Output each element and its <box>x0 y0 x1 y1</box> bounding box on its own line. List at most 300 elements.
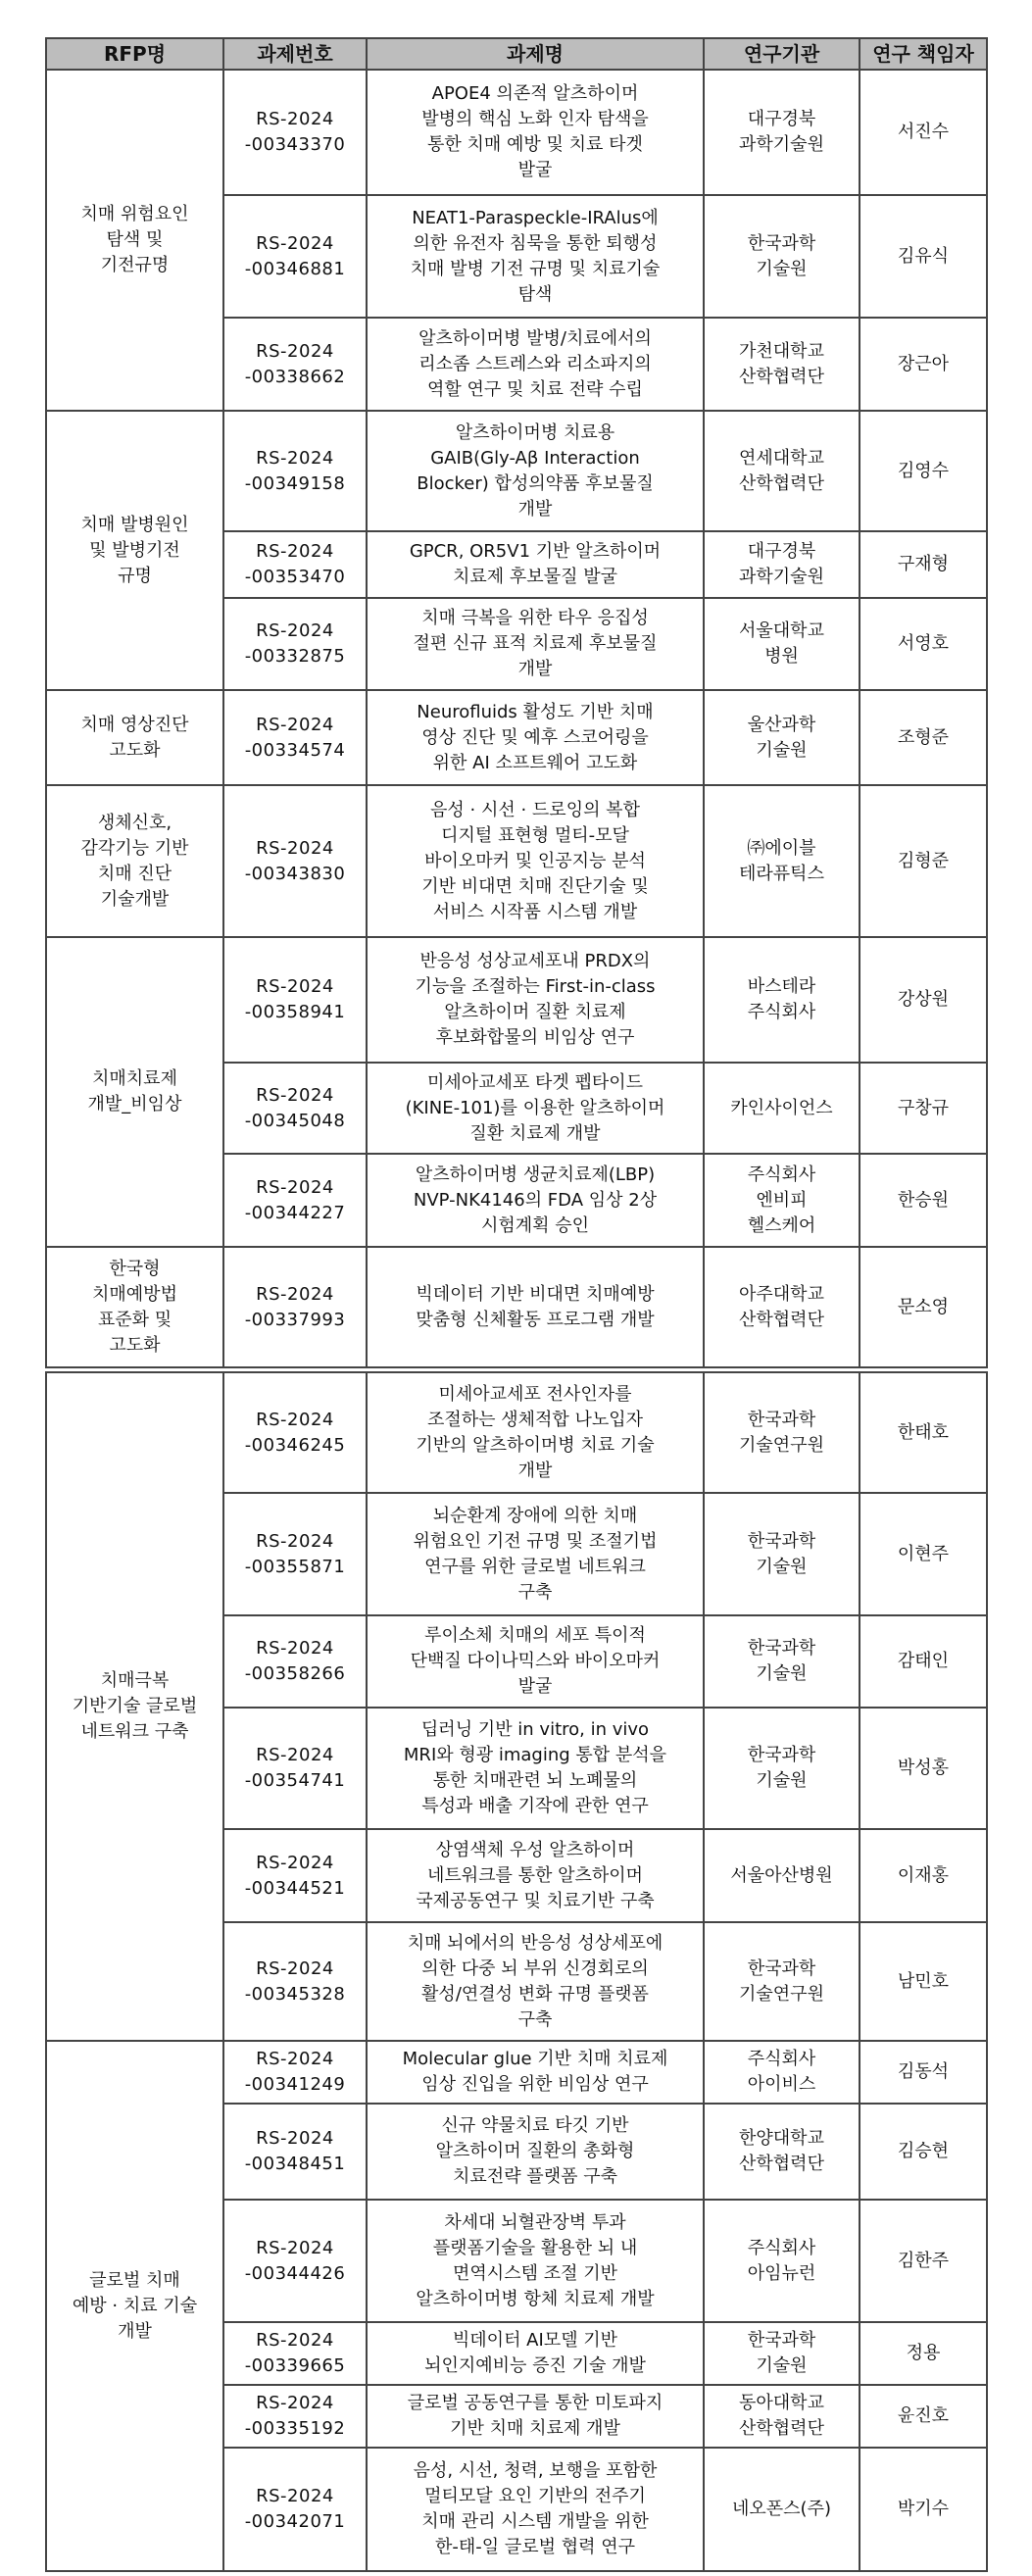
project-title-line: 루이소체 치매의 세포 특이적 <box>424 1625 646 1646</box>
project-number-line: RS-2024 <box>256 2486 334 2506</box>
header-institution: 연구기관 <box>704 38 860 70</box>
institution <box>704 2385 860 2448</box>
project-title <box>367 195 704 318</box>
project-title <box>367 1247 704 1367</box>
project-title-line: 위험요인 기전 규명 및 조절기법 <box>413 1530 658 1552</box>
project-title-line: Molecular glue 기반 치매 치료제 <box>402 2049 668 2069</box>
principal-investigator: 김한주 <box>860 2200 987 2322</box>
institution-line: 주식회사 <box>747 2237 816 2258</box>
project-number <box>223 1247 367 1367</box>
principal-investigator: 구창규 <box>860 1063 987 1154</box>
project-title-line: APOE4 의존적 알츠하이머 <box>431 83 639 104</box>
institution <box>704 2041 860 2104</box>
institution-line: 산학협력단 <box>739 2418 824 2439</box>
project-title-line: 뇌순환계 장애에 의한 치매 <box>432 1505 638 1526</box>
rfp-name-line: 감각기능 기반 <box>80 837 189 859</box>
project-number <box>223 2385 367 2448</box>
project-number-line: RS-2024 <box>256 1409 334 1430</box>
project-title-line: 의한 유전자 침묵을 통한 퇴행성 <box>413 232 658 254</box>
institution-line: 산학협력단 <box>739 472 824 494</box>
rfp-name-line: 탐색 및 <box>106 229 164 250</box>
project-title-line: 활성/연결성 변화 규명 플랫폼 <box>421 1983 649 2005</box>
project-number-line: RS-2024 <box>256 2128 334 2149</box>
rfp-name-line: 치매 진단 <box>97 863 172 884</box>
rfp-name-line: 생체신호, <box>97 812 172 833</box>
project-title-line: 연구를 위한 글로벌 네트워크 <box>424 1556 646 1577</box>
institution <box>704 1063 860 1154</box>
project-number-line: -00344227 <box>244 1202 346 1223</box>
institution-line: 기술원 <box>756 739 808 761</box>
project-number <box>223 2041 367 2104</box>
project-title-line: 시험계획 승인 <box>480 1214 590 1236</box>
table-row <box>46 70 987 195</box>
project-number <box>223 531 367 598</box>
institution <box>704 1922 860 2041</box>
project-title <box>367 411 704 531</box>
project-title <box>367 785 704 937</box>
institution-line: 아이비스 <box>747 2074 816 2095</box>
institution-line: 엔비피 <box>756 1189 808 1211</box>
project-title-line: 신규 약물치료 타깃 기반 <box>441 2115 629 2136</box>
rfp-name <box>46 411 223 690</box>
project-number <box>223 318 367 411</box>
institution-line: 대구경북 <box>747 109 816 129</box>
project-number-line: -00334574 <box>244 739 346 761</box>
project-number <box>223 2322 367 2385</box>
principal-investigator: 박성홍 <box>860 1708 987 1829</box>
project-number-line: -00354741 <box>244 1770 346 1791</box>
project-number-line: RS-2024 <box>256 1283 334 1305</box>
project-number-line: -00349158 <box>244 472 346 494</box>
project-number <box>223 2200 367 2322</box>
rfp-name <box>46 690 223 785</box>
rfp-name-line: 개발 <box>118 2320 152 2342</box>
principal-investigator: 조형준 <box>860 690 987 785</box>
principal-investigator: 이현주 <box>860 1493 987 1615</box>
project-number <box>223 2448 367 2571</box>
project-number <box>223 2104 367 2200</box>
project-number-line: RS-2024 <box>256 232 334 254</box>
project-title <box>367 2200 704 2322</box>
institution-line: 카인사이언스 <box>730 1097 833 1118</box>
project-title-line: 음성, 시선, 청력, 보행을 포함한 <box>413 2460 658 2481</box>
institution <box>704 1615 860 1708</box>
principal-investigator: 남민호 <box>860 1922 987 2041</box>
project-number <box>223 598 367 690</box>
project-number-line: RS-2024 <box>256 2237 334 2258</box>
rfp-name <box>46 1372 223 2041</box>
institution <box>704 1154 860 1247</box>
project-number-line: RS-2024 <box>256 340 334 362</box>
principal-investigator: 이재홍 <box>860 1829 987 1922</box>
project-title-line: 네트워크를 통한 알츠하이머 <box>426 1864 644 1886</box>
project-number-line: RS-2024 <box>256 1852 334 1873</box>
project-title-line: 기반 치매 치료제 개발 <box>450 2418 620 2439</box>
rfp-name <box>46 937 223 1247</box>
project-number-line: -00344521 <box>244 1877 346 1899</box>
project-title-line: 탐색 <box>517 283 553 305</box>
institution-line: 테라퓨틱스 <box>739 863 824 884</box>
project-title-line: (KINE-101)를 이용한 알츠하이머 <box>405 1097 665 1118</box>
rfp-name <box>46 70 223 411</box>
rfp-name-line: 표준화 및 <box>97 1309 172 1330</box>
rfp-name-line: 글로벌 치매 <box>89 2269 180 2291</box>
institution-line: 산학협력단 <box>739 366 824 387</box>
project-title-line: 개발 <box>517 1460 553 1481</box>
institution-line: 연세대학교 <box>739 447 824 469</box>
project-title-line: 역할 연구 및 치료 전략 수립 <box>427 378 643 400</box>
institution-line: 과학기술원 <box>739 567 824 587</box>
project-number <box>223 1493 367 1615</box>
project-title <box>367 1154 704 1247</box>
project-title <box>367 1829 704 1922</box>
institution <box>704 1493 860 1615</box>
project-title-line: 임상 진입을 위한 비임상 연구 <box>421 2074 649 2095</box>
institution <box>704 411 860 531</box>
institution-line: 울산과학 <box>747 714 816 735</box>
project-number-line: -00348451 <box>244 2154 346 2174</box>
project-title-line: 알츠하이머 질환 치료제 <box>444 1002 626 1022</box>
principal-investigator: 김승현 <box>860 2104 987 2200</box>
project-title-line: 기능을 조절하는 First-in-class <box>415 976 656 997</box>
project-number-line: RS-2024 <box>256 837 334 859</box>
project-title-line: 국제공동연구 및 치료기반 구축 <box>416 1890 655 1911</box>
institution <box>704 70 860 195</box>
project-title-line: 발병의 핵심 노화 인자 탐색을 <box>421 109 649 129</box>
principal-investigator: 문소영 <box>860 1247 987 1367</box>
project-number-line: -00345048 <box>244 1110 346 1131</box>
project-title-line: 후보화합물의 비임상 연구 <box>435 1027 635 1048</box>
table-row <box>46 1372 987 1493</box>
institution-line: 한국과학 <box>747 1409 816 1430</box>
project-title-line: 바이오마커 및 인공지능 분석 <box>424 850 646 871</box>
project-number-line: -00335192 <box>244 2418 346 2439</box>
institution-line: 대구경북 <box>747 541 816 562</box>
institution-line: 기술원 <box>756 1556 808 1577</box>
institution <box>704 1372 860 1493</box>
institution-line: 서울대학교 <box>739 620 824 641</box>
institution-line: 주식회사 <box>747 2049 816 2069</box>
institution-line: 한국과학 <box>747 1638 816 1659</box>
header-principal-investigator: 연구 책임자 <box>860 38 987 70</box>
project-title-line: 통한 치매 예방 및 치료 타겟 <box>427 134 643 155</box>
project-title-line: Neurofluids 활성도 기반 치매 <box>417 701 654 722</box>
project-title-line: 딥러닝 기반 in vitro, in vivo <box>420 1719 650 1740</box>
project-number <box>223 70 367 195</box>
project-title-line: 치료제 후보물질 발굴 <box>453 567 617 587</box>
project-number <box>223 1372 367 1493</box>
table-row <box>46 1247 987 1367</box>
rfp-name-line: 기전규명 <box>100 255 170 275</box>
rfp-name <box>46 785 223 937</box>
project-title-line: 알츠하이머 질환의 총화형 <box>435 2141 635 2161</box>
project-title-line: GPCR, OR5V1 기반 알츠하이머 <box>409 541 662 562</box>
project-title-line: 멀티모달 요인 기반의 전주기 <box>424 2486 646 2506</box>
project-number <box>223 1154 367 1247</box>
institution-line: 과학기술원 <box>739 134 824 155</box>
project-number-line: -00342071 <box>244 2511 346 2532</box>
principal-investigator: 서영호 <box>860 598 987 690</box>
principal-investigator: 강상원 <box>860 937 987 1063</box>
project-title-line: 위한 AI 소프트웨어 고도화 <box>432 752 638 773</box>
project-title-line: 알츠하이머병 발병/치료에서의 <box>418 327 652 349</box>
table-row <box>46 2041 987 2104</box>
rfp-name-line: 치매 발병원인 <box>80 514 189 535</box>
institution-line: 산학협력단 <box>739 1309 824 1330</box>
project-title-line: MRI와 형광 imaging 통합 분석을 <box>403 1745 667 1765</box>
project-title-line: 뇌인지예비능 증진 기술 개발 <box>424 2355 646 2376</box>
project-title-line: 반응성 성상교세포내 PRDX의 <box>419 951 651 971</box>
institution-line: 주식회사 <box>747 1002 816 1022</box>
institution-line: 주식회사 <box>747 1164 816 1185</box>
institution-line: 한국과학 <box>747 1530 816 1552</box>
project-title-line: 미세아교세포 전사인자를 <box>438 1383 632 1405</box>
project-number <box>223 785 367 937</box>
project-number-line: -00353470 <box>244 567 346 587</box>
project-title-line: 통한 치매관련 뇌 노폐물의 <box>432 1770 638 1791</box>
project-title <box>367 1493 704 1615</box>
institution <box>704 937 860 1063</box>
institution-line: 가천대학교 <box>739 340 824 362</box>
project-title-line: 조절하는 생체적합 나노입자 <box>426 1409 644 1430</box>
institution-line: 동아대학교 <box>739 2393 824 2413</box>
project-table-2 <box>45 1371 988 2572</box>
rfp-name-line: 치매치료제 <box>92 1068 177 1089</box>
project-title <box>367 690 704 785</box>
institution-line: ㈜에이블 <box>747 837 816 859</box>
header-rfp: RFP명 <box>46 38 223 70</box>
institution-line: 기술연구원 <box>739 1434 824 1456</box>
principal-investigator: 장근아 <box>860 318 987 411</box>
rfp-name-line: 개발_비임상 <box>87 1094 182 1115</box>
project-title-line: 미세아교세포 타겟 펩타이드 <box>426 1071 644 1093</box>
principal-investigator: 정용 <box>860 2322 987 2385</box>
project-number-line: -00358266 <box>244 1663 346 1684</box>
institution-line: 기술원 <box>756 2355 808 2376</box>
project-number-line: -00344426 <box>244 2262 346 2284</box>
institution-line: 네오폰스(주) <box>732 2499 831 2519</box>
project-number-line: -00337993 <box>244 1309 346 1330</box>
rfp-name-line: 기술개발 <box>100 888 170 910</box>
project-title-line: 한-태-일 글로벌 협력 연구 <box>434 2537 636 2557</box>
principal-investigator: 서진수 <box>860 70 987 195</box>
rfp-name-line: 기반기술 글로벌 <box>72 1696 198 1716</box>
institution-line: 기술원 <box>756 258 808 279</box>
project-title <box>367 2385 704 2448</box>
project-number-line: -00343370 <box>244 134 346 155</box>
project-title-line: 알츠하이머병 항체 치료제 개발 <box>416 2288 655 2309</box>
project-title <box>367 2041 704 2104</box>
institution-line: 한국과학 <box>747 1957 816 1979</box>
project-number-line: RS-2024 <box>256 1530 334 1552</box>
principal-investigator: 박기수 <box>860 2448 987 2571</box>
rfp-name-line: 한국형 <box>109 1258 161 1279</box>
project-number-line: -00338662 <box>244 366 346 387</box>
project-title-line: 개발 <box>517 659 553 679</box>
project-number-line: -00355871 <box>244 1556 346 1577</box>
project-number <box>223 411 367 531</box>
institution <box>704 690 860 785</box>
rfp-name <box>46 2041 223 2571</box>
project-title-line: NEAT1-Paraspeckle-IRAlus에 <box>412 207 659 228</box>
project-title <box>367 1615 704 1708</box>
institution-line: 아주대학교 <box>739 1283 824 1305</box>
project-title-line: 치매 관리 시스템 개발을 위한 <box>421 2511 649 2532</box>
project-number-line: RS-2024 <box>256 2393 334 2413</box>
project-title-line: 구축 <box>517 1581 553 1603</box>
project-number <box>223 690 367 785</box>
project-title-line: 음성 · 시선 · 드로잉의 복합 <box>430 799 640 820</box>
project-title <box>367 531 704 598</box>
table-row <box>46 937 987 1063</box>
project-title-line: 기반 비대면 치매 진단기술 및 <box>421 875 649 897</box>
rfp-name-line: 치매극복 <box>100 1670 170 1691</box>
project-title <box>367 937 704 1063</box>
institution-line: 한양대학교 <box>739 2128 824 2149</box>
project-number-line: RS-2024 <box>256 2330 334 2351</box>
project-title-line: 알츠하이머병 치료용 <box>455 421 615 443</box>
project-number-line: RS-2024 <box>256 1957 334 1979</box>
project-title-line: 발굴 <box>517 160 553 180</box>
project-title-line: 치매 발병 기전 규명 및 치료기술 <box>410 258 661 279</box>
project-number <box>223 1922 367 2041</box>
project-number <box>223 1615 367 1708</box>
project-number-line: -00346245 <box>244 1434 346 1456</box>
principal-investigator: 한승원 <box>860 1154 987 1247</box>
project-title-line: 개발 <box>517 498 553 520</box>
rfp-name-line: 치매예방법 <box>92 1283 177 1305</box>
principal-investigator: 구재형 <box>860 531 987 598</box>
rfp-name-line: 규명 <box>118 565 152 586</box>
project-number-line: RS-2024 <box>256 447 334 469</box>
institution <box>704 195 860 318</box>
project-title-line: 알츠하이머병 생균치료제(LBP) <box>415 1164 656 1185</box>
rfp-name-line: 고도화 <box>109 1334 161 1356</box>
institution-line: 서울아산병원 <box>730 1864 833 1886</box>
rfp-name-line: 예방 · 치료 기술 <box>72 2295 198 2316</box>
project-title-line: GAIB(Gly-Aβ Interaction <box>430 447 640 469</box>
project-title <box>367 1708 704 1829</box>
project-title <box>367 598 704 690</box>
project-title <box>367 2104 704 2200</box>
project-title-line: 서비스 시작품 시스템 개발 <box>432 901 638 922</box>
institution-line: 병원 <box>764 646 799 667</box>
project-title-line: 빅데이터 기반 비대면 치매예방 <box>416 1283 655 1305</box>
project-title-line: 질환 치료제 개발 <box>469 1122 601 1144</box>
project-title-line: 디지털 표현형 멀티-모달 <box>441 824 629 846</box>
project-number-line: RS-2024 <box>256 620 334 641</box>
project-number-line: RS-2024 <box>256 1176 334 1198</box>
institution <box>704 598 860 690</box>
project-number-line: -00345328 <box>244 1983 346 2005</box>
project-number-line: RS-2024 <box>256 2049 334 2069</box>
institution-line: 한국과학 <box>747 232 816 254</box>
project-title-line: 발굴 <box>517 1676 553 1697</box>
institution <box>704 2322 860 2385</box>
project-table-1 <box>45 37 988 1368</box>
project-title-line: 상염색체 우성 알츠하이머 <box>435 1839 635 1860</box>
institution <box>704 1829 860 1922</box>
project-title-line: 차세대 뇌혈관장벽 투과 <box>444 2211 626 2233</box>
institution-line: 한국과학 <box>747 2330 816 2351</box>
table-row <box>46 785 987 937</box>
rfp-name <box>46 1247 223 1367</box>
institution <box>704 2200 860 2322</box>
project-number-line: RS-2024 <box>256 976 334 997</box>
project-title-line: 구축 <box>517 2008 553 2030</box>
project-title-line: 글로벌 공동연구를 통한 미토파지 <box>407 2393 663 2413</box>
institution <box>704 1708 860 1829</box>
project-number <box>223 937 367 1063</box>
project-number-line: -00358941 <box>244 1002 346 1022</box>
project-number-line: RS-2024 <box>256 1745 334 1765</box>
principal-investigator: 김영수 <box>860 411 987 531</box>
project-number-line: RS-2024 <box>256 109 334 129</box>
header-row <box>46 38 987 70</box>
header-project-title: 과제명 <box>367 38 704 70</box>
project-title-line: 특성과 배출 기작에 관한 연구 <box>421 1796 649 1816</box>
institution <box>704 785 860 937</box>
project-title-line: Blocker) 합성의약품 후보물질 <box>417 472 654 494</box>
institution <box>704 318 860 411</box>
project-title <box>367 1372 704 1493</box>
institution <box>704 2448 860 2571</box>
project-title-line: 의한 다중 뇌 부위 신경회로의 <box>421 1957 649 1979</box>
project-number-line: RS-2024 <box>256 1638 334 1659</box>
rfp-name-line: 고도화 <box>109 739 161 761</box>
institution-line: 바스테라 <box>747 976 816 997</box>
project-number-line: -00341249 <box>244 2074 346 2095</box>
rfp-name-line: 치매 영상진단 <box>80 714 189 735</box>
institution <box>704 1247 860 1367</box>
project-title-line: 기반의 알츠하이머병 치료 기술 <box>416 1434 655 1456</box>
project-title-line: 영상 진단 및 예후 스코어링을 <box>421 726 649 748</box>
principal-investigator: 김형준 <box>860 785 987 937</box>
project-number-line: RS-2024 <box>256 1084 334 1106</box>
project-title-line: 리소좀 스트레스와 리소파지의 <box>418 353 652 374</box>
project-title-line: 치매 극복을 위한 타우 응집성 <box>421 608 649 628</box>
table-row <box>46 411 987 531</box>
principal-investigator: 윤진호 <box>860 2385 987 2448</box>
project-title-line: 플랫폼기술을 활용한 뇌 내 <box>432 2237 638 2258</box>
principal-investigator: 김동석 <box>860 2041 987 2104</box>
institution <box>704 531 860 598</box>
institution-line: 산학협력단 <box>739 2154 824 2174</box>
rfp-name-line: 및 발병기전 <box>89 539 180 561</box>
project-title-line: 단백질 다이나믹스와 바이오마커 <box>410 1651 661 1671</box>
project-title <box>367 2322 704 2385</box>
project-number <box>223 1708 367 1829</box>
project-title-line: 치료전략 플랫폼 구축 <box>453 2166 617 2187</box>
project-number-line: -00346881 <box>244 258 346 279</box>
project-title <box>367 2448 704 2571</box>
project-title-line: 빅데이터 AI모델 기반 <box>452 2330 618 2351</box>
project-title <box>367 1063 704 1154</box>
project-title-line: 치매 뇌에서의 반응성 성상세포에 <box>407 1932 663 1954</box>
institution <box>704 2104 860 2200</box>
institution-line: 아임뉴런 <box>747 2262 816 2284</box>
institution-line: 기술원 <box>756 1770 808 1791</box>
principal-investigator: 김유식 <box>860 195 987 318</box>
project-title-line: 절편 신규 표적 치료제 후보물질 <box>413 633 658 654</box>
project-number-line: RS-2024 <box>256 714 334 735</box>
project-number-line: -00343830 <box>244 863 346 884</box>
institution-line: 기술연구원 <box>739 1983 824 2005</box>
project-title-line: 면역시스템 조절 기반 <box>453 2262 617 2284</box>
rfp-name-line: 네트워크 구축 <box>80 1721 189 1742</box>
project-number-line: RS-2024 <box>256 541 334 562</box>
project-number <box>223 1063 367 1154</box>
